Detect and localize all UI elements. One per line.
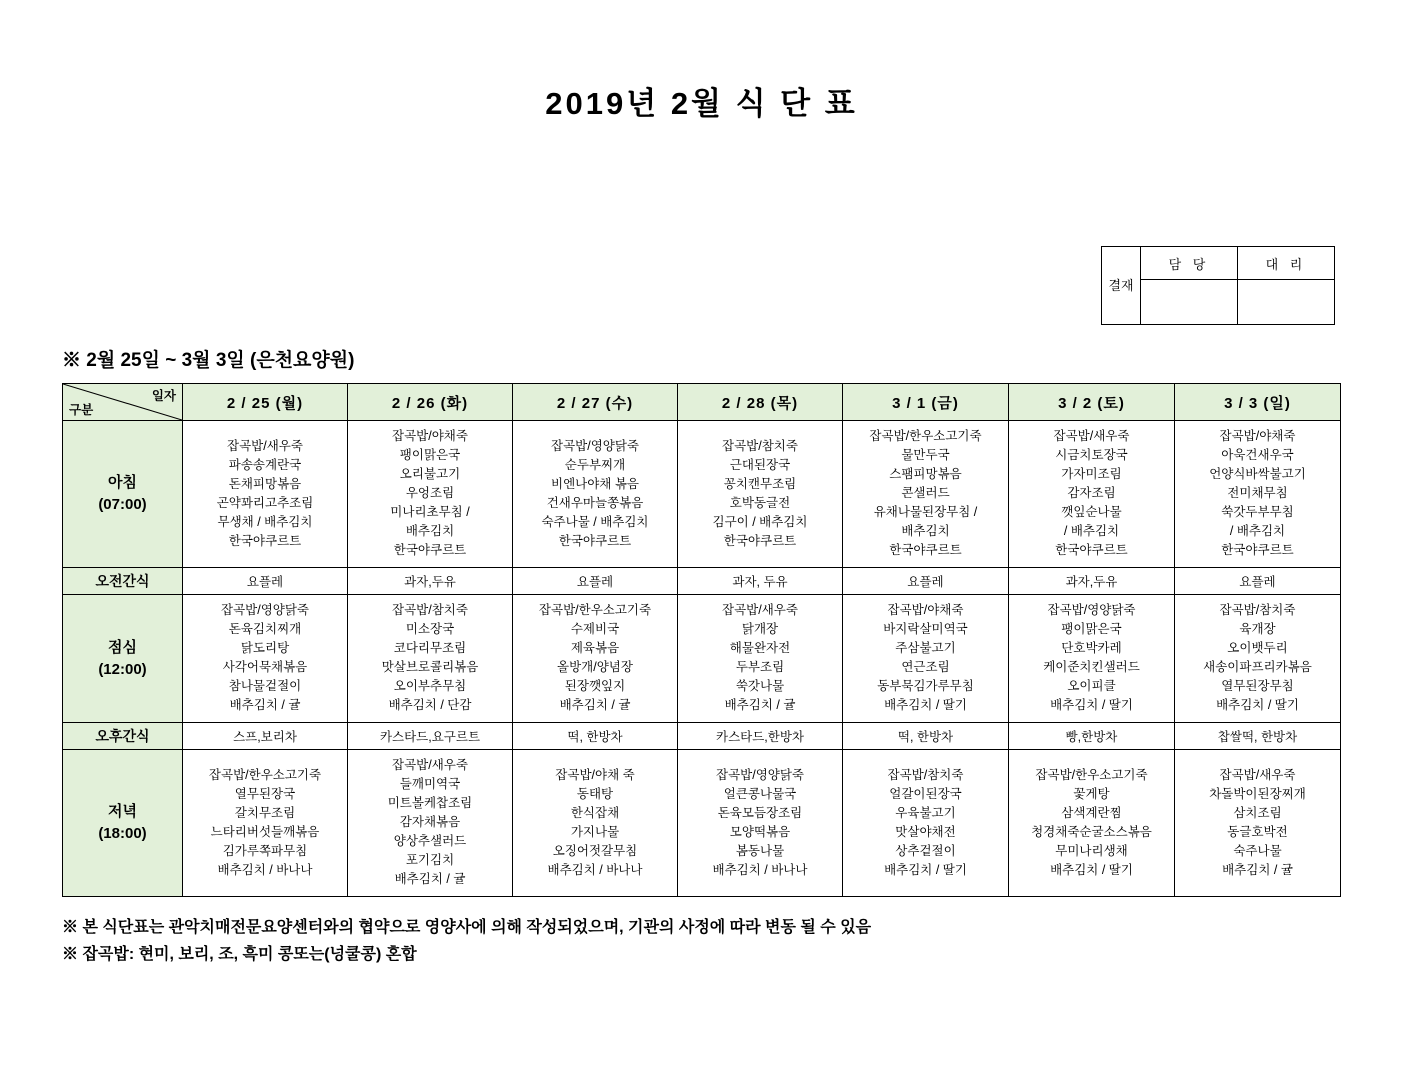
footnote-2: ※ 잡곡밥: 현미, 보리, 조, 흑미 콩또는(넝쿨콩) 혼합 [62, 946, 417, 963]
day-header-5: 3 / 1 (금) [843, 384, 1009, 421]
approval-column-header-2: 대 리 [1238, 247, 1335, 280]
approval-signature-cell-1[interactable] [1141, 280, 1238, 325]
menu-cell: 잡곡밥/영양닭죽 얼큰콩나물국 돈육모듬장조림 모양떡볶음 봄동나물 배추김치 / 바나나 [678, 750, 843, 897]
menu-cell: 잡곡밥/한우소고기죽 꽃게탕 삼색계란찜 청경채죽순굴소스볶음 무미나리생채 배추김치 / 딸기 [1009, 750, 1175, 897]
day-header-6: 3 / 2 (토) [1009, 384, 1175, 421]
menu-cell: 카스타드,한방차 [678, 723, 843, 750]
menu-cell: 잡곡밥/야채죽 아욱건새우국 언양식바싹불고기 전미채무침 쑥갓두부무침 / 배추김치 한국야쿠르트 [1175, 421, 1341, 568]
menu-cell: 카스타드,요구르트 [348, 723, 513, 750]
menu-cell: 찹쌀떡, 한방차 [1175, 723, 1341, 750]
row-label-afternoon-snack: 오후간식 [63, 723, 183, 750]
approval-label: 결재 [1102, 247, 1141, 325]
row-label-time: (12:00) [98, 660, 147, 678]
menu-cell: 잡곡밥/한우소고기죽 물만두국 스팸피망볶음 콘샐러드 유채나물된장무침 / 배추김치 한국야쿠르트 [843, 421, 1009, 568]
menu-cell: 떡, 한방차 [513, 723, 678, 750]
row-label-time: (18:00) [98, 825, 147, 842]
menu-cell: 스프,보리차 [183, 723, 348, 750]
table-row [63, 421, 1341, 568]
page-title: 2019년 2월 식 단 표 [545, 86, 858, 121]
row-label-text: 점심 [108, 638, 137, 656]
menu-cell: 요플레 [183, 568, 348, 595]
menu-cell: 잡곡밥/참치죽 근대된장국 꽁치캔무조림 호박동글전 김구이 / 배추김치 한국야쿠르트 [678, 421, 843, 568]
row-label-time: (07:00) [98, 496, 147, 513]
menu-cell: 잡곡밥/참치죽 얼갈이된장국 우육불고기 맛살야채전 상추겉절이 배추김치 / 딸기 [843, 750, 1009, 897]
menu-cell: 잡곡밥/새우죽 차돌박이된장찌개 삼치조림 동글호박전 숙주나물 배추김치 / 귤 [1175, 750, 1341, 897]
table-row [63, 723, 1341, 750]
day-header-1: 2 / 25 (월) [183, 384, 348, 421]
row-label-text: 아침 [108, 474, 137, 491]
approval-signature-cell-2[interactable] [1238, 280, 1335, 325]
menu-cell: 잡곡밥/새우죽 시금치토장국 가자미조림 감자조림 깻잎순나물 / 배추김치 한국야쿠르트 [1009, 421, 1175, 568]
corner-header-cell [63, 384, 183, 421]
menu-cell: 잡곡밥/영양닭죽 팽이맑은국 단호박카레 케이준치킨샐러드 오이피클 배추김치 / 딸기 [1009, 595, 1175, 723]
menu-cell: 잡곡밥/새우죽 들깨미역국 미트볼케찹조림 감자채볶음 양상추샐러드 포기김치 배추김치 / 귤 [348, 750, 513, 897]
footnotes [62, 914, 871, 968]
menu-cell: 잡곡밥/참치죽 미소장국 코다리무조림 맛살브로콜리볶음 오이부추무침 배추김치 / 단감 [348, 595, 513, 723]
day-header-2: 2 / 26 (화) [348, 384, 513, 421]
menu-cell: 요플레 [1175, 568, 1341, 595]
menu-cell: 잡곡밥/야채죽 바지락살미역국 주삼불고기 연근조림 동부묵김가루무침 배추김치 / 딸기 [843, 595, 1009, 723]
footnote-1: ※ 본 식단표는 관악치매전문요양센터와의 협약으로 영양사에 의해 작성되었으며, 기관의 사정에 따라 변동 될 수 있음 [62, 919, 872, 936]
approval-column-header-1: 담 당 [1141, 247, 1238, 280]
menu-cell: 과자,두유 [1009, 568, 1175, 595]
row-label-text: 저녁 [108, 803, 137, 820]
menu-cell: 빵,한방차 [1009, 723, 1175, 750]
menu-cell: 잡곡밥/한우소고기죽 수제비국 제육볶음 올방개/양념장 된장깻잎지 배추김치 / 귤 [513, 595, 678, 723]
table-row [63, 750, 1341, 897]
row-label-morning-snack: 오전간식 [63, 568, 183, 595]
table-row [63, 568, 1341, 595]
corner-date-label: 일자 [151, 389, 176, 403]
menu-cell: 요플레 [513, 568, 678, 595]
menu-cell: 잡곡밥/한우소고기죽 열무된장국 갈치무조림 느타리버섯들깨볶음 김가루쪽파무침 배추김치 / 바나나 [183, 750, 348, 897]
approval-stamp-box [1101, 246, 1335, 325]
row-label-dinner [63, 750, 183, 897]
menu-cell: 과자, 두유 [678, 568, 843, 595]
corner-type-label: 구분 [69, 403, 94, 417]
period-note: ※ 2월 25일 ~ 3월 3일 (은천요양원) [62, 350, 355, 371]
menu-cell: 잡곡밥/참치죽 육개장 오이뱃두리 새송이파프리카볶음 열무된장무침 배추김치 / 딸기 [1175, 595, 1341, 723]
menu-cell: 잡곡밥/새우죽 닭개장 해물완자전 두부조림 쑥갓나물 배추김치 / 귤 [678, 595, 843, 723]
menu-cell: 과자,두유 [348, 568, 513, 595]
menu-cell: 요플레 [843, 568, 1009, 595]
menu-cell: 잡곡밥/새우죽 파송송계란국 돈채피망볶음 곤약꽈리고추조림 무생채 / 배추김치 한국야쿠르트 [183, 421, 348, 568]
menu-cell: 잡곡밥/야채죽 팽이맑은국 오리불고기 우엉조림 미나리초무침 / 배추김치 한국야쿠르트 [348, 421, 513, 568]
row-label-lunch [63, 595, 183, 723]
menu-cell: 떡, 한방차 [843, 723, 1009, 750]
table-row [63, 595, 1341, 723]
menu-cell: 잡곡밥/야채 죽 동태탕 한식잡채 가지나물 오징어젓갈무침 배추김치 / 바나나 [513, 750, 678, 897]
menu-cell: 잡곡밥/영양닭죽 순두부찌개 비엔나야채 볶음 건새우마늘쫑볶음 숙주나물 / 배추김치 한국야쿠르트 [513, 421, 678, 568]
day-header-7: 3 / 3 (일) [1175, 384, 1341, 421]
row-label-breakfast [63, 421, 183, 568]
menu-document-page [0, 78, 1403, 1070]
table-header-row [63, 384, 1341, 421]
day-header-3: 2 / 27 (수) [513, 384, 678, 421]
menu-table [62, 383, 1341, 897]
day-header-4: 2 / 28 (목) [678, 384, 843, 421]
menu-cell: 잡곡밥/영양닭죽 돈육김치찌개 닭도리탕 사각어묵채볶음 참나물겉절이 배추김치 / 귤 [183, 595, 348, 723]
